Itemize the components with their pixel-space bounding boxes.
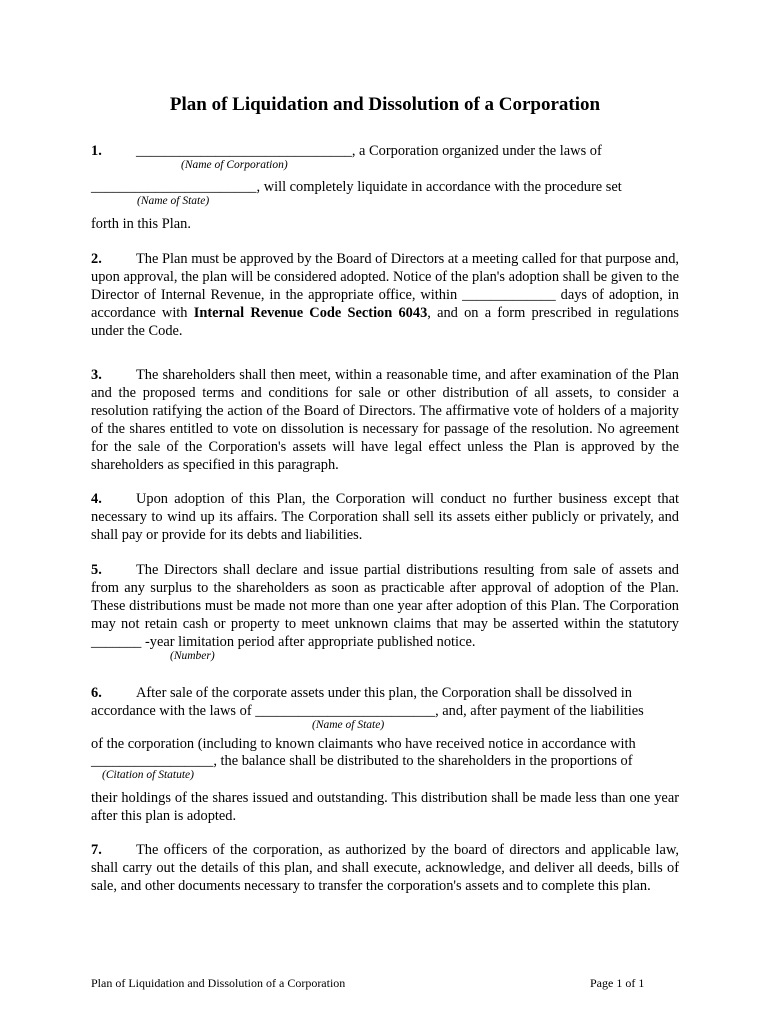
section-2-paragraph	[91, 250, 679, 340]
section-1-line-1-text: ______________________________, a Corporation organized under the laws of	[136, 143, 602, 159]
footer-page-number: Page 1 of 1	[590, 976, 645, 990]
section-5-paragraph	[91, 561, 679, 651]
section-6-line-1-text: After sale of the corporate assets under this plan, the Corporation shall be dissolved in	[136, 685, 632, 701]
section-2-text-a: The Plan must be approved by the Board of Directors at a meeting called for that purpose and, upon approval, the plan will be considered adopted. Notice of the plan's adoption shall be given to the Director of Internal Revenue, in the appropriate office, within _____________ days of adoption, in accordance with	[91, 251, 679, 321]
section-2-irc-reference: Internal Revenue Code Section 6043	[193, 305, 428, 321]
section-2-text-b: , and on a form prescribed in regulations under the Code.	[91, 305, 679, 339]
section-4-text: Upon adoption of this Plan, the Corporation will conduct no further business except that necessary to wind up its affairs. The Corporation shall sell its assets either publicly or privately, and shall pay or provide for its debts and liabilities.	[91, 491, 679, 543]
section-1-number: 1.	[91, 143, 102, 159]
section-5-text: The Directors shall declare and issue partial distributions resulting from sale of assets and from any surplus to the shareholders as soon as practicable after approval of adoption of the Plan. These distributions must be made not more than one year after adoption of this Plan. The Corporation may not retain cash or property to meet unknown claims that may be asserted within the statutory _______ -year limitation period after appropriate published notice.	[91, 562, 679, 650]
section-3-paragraph	[91, 366, 679, 474]
caption-name-of-state-2: (Name of State)	[312, 719, 385, 731]
section-2-number: 2.	[91, 251, 102, 267]
caption-name-of-state-1: (Name of State)	[137, 195, 210, 207]
document-title: Plan of Liquidation and Dissolution of a Corporation	[169, 94, 601, 115]
caption-citation-of-statute: (Citation of Statute)	[102, 769, 194, 781]
section-3-number: 3.	[91, 367, 102, 383]
section-5-number: 5.	[91, 562, 102, 578]
section-1-line-2: _______________________, will completely liquidate in accordance with the procedure set	[91, 179, 622, 195]
section-1-line-3: forth in this Plan.	[91, 216, 191, 232]
section-6-line-1	[91, 684, 679, 702]
section-4-paragraph	[91, 490, 679, 544]
section-3-text: The shareholders shall then meet, within a reasonable time, and after examination of the Plan and the proposed terms and conditions for sale or other distribution of all assets, to consider a resolution ratifying the action of the Board of Directors. The affirmative vote of holders of a majority of the shares entitled to vote on dissolution is necessary for passage of the resolution. No agreement for the sale of the Corporation's assets will have legal effect unless the Plan is approved by the shareholders as specified in this paragraph.	[91, 367, 679, 473]
section-1-line-1	[91, 142, 679, 160]
section-7-text: The officers of the corporation, as authorized by the board of directors and applicable law, shall carry out the details of this plan, and shall execute, acknowledge, and deliver all deeds, bills of sale, and other documents necessary to transfer the corporation's assets and to complete this plan.	[91, 842, 679, 894]
section-6-number: 6.	[91, 685, 102, 701]
caption-number: (Number)	[170, 650, 215, 662]
footer-document-title: Plan of Liquidation and Dissolution of a Corporation	[91, 976, 346, 990]
section-7-number: 7.	[91, 842, 102, 858]
section-6-line-4: _________________, the balance shall be distributed to the shareholders in the proportions of	[91, 753, 633, 769]
section-6-line-2: accordance with the laws of _________________________, and, after payment of the liabilities	[91, 703, 644, 719]
section-7-paragraph	[91, 841, 679, 895]
section-6-paragraph-end: their holdings of the shares issued and outstanding. This distribution shall be made less than one year after this plan is adopted.	[91, 790, 679, 824]
section-6-line-3: of the corporation (including to known claimants who have received notice in accordance with	[91, 736, 636, 752]
section-4-number: 4.	[91, 491, 102, 507]
caption-name-of-corporation: (Name of Corporation)	[181, 159, 288, 171]
